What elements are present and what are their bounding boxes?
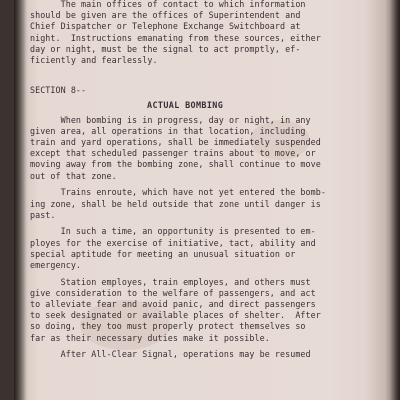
text-line: ing zone, shall be held outside that zone until danger is: [30, 198, 321, 209]
text-line: The main offices of contact to which information: [30, 0, 306, 9]
text-line: In such a time, an opportunity is presented to em-: [30, 226, 316, 237]
text-line: far as their necessary duties make it possible.: [30, 332, 270, 343]
paragraph-all-clear: [30, 349, 370, 360]
text-line: to alleviate fear and avoid panic, and direct passengers: [30, 299, 316, 309]
text-line: Chief Dispatcher or Telephone Exchange Switchboard at: [30, 21, 301, 32]
text-line: Trains enroute, which have not yet entered the bomb-: [30, 187, 326, 198]
text-line: special aptitude for meeting an unusual situation or: [30, 248, 296, 259]
section-title: ACTUAL BOMBING: [147, 99, 224, 110]
paragraph-trains-enroute: [30, 187, 370, 221]
text-line: Station employes, train employes, and others must: [30, 276, 311, 287]
text-line: night. Instructions emanating from these sources, either: [30, 32, 321, 43]
text-line: ficiently and fearlessly.: [30, 54, 158, 65]
typed-document: [30, 0, 370, 360]
text-line: out of that zone.: [30, 170, 117, 181]
section-label: SECTION 8--: [30, 85, 87, 96]
text-line: emergency.: [30, 259, 82, 270]
text-line: should be given are the offices of Superintendent and: [30, 10, 301, 21]
paragraph-employe-opportunity: [30, 226, 370, 271]
intro-paragraph: [30, 0, 370, 66]
text-line: give consideration to the welfare of passengers, and act: [30, 287, 316, 298]
text-line: ployes for the exercise of initiative, tact, ability and: [30, 237, 316, 248]
text-line: to seek designated or available places of shelter. After: [30, 310, 321, 321]
page-edge-shadow: [390, 0, 400, 400]
paragraph-passenger-welfare: [30, 277, 370, 344]
paragraph-bombing-operations: [30, 115, 370, 182]
text-line: moving away from the bombing zone, shall continue to move: [30, 159, 321, 170]
text-line: When bombing is in progress, day or night, in any: [30, 114, 311, 125]
text-line: day or night, must be the signal to act promptly, ef-: [30, 43, 301, 54]
text-line: train and yard operations, shall be immediately suspended: [30, 137, 321, 148]
text-line: so doing, they too must properly protect themselves so: [30, 321, 306, 332]
text-line: After All-Clear Signal, operations may be resumed: [30, 349, 311, 360]
text-line: given area, all operations in that location, including: [30, 125, 306, 136]
text-line: except that scheduled passenger trains about to move, or: [30, 148, 316, 159]
binding-shadow: [14, 0, 28, 400]
text-line: past.: [30, 209, 56, 220]
